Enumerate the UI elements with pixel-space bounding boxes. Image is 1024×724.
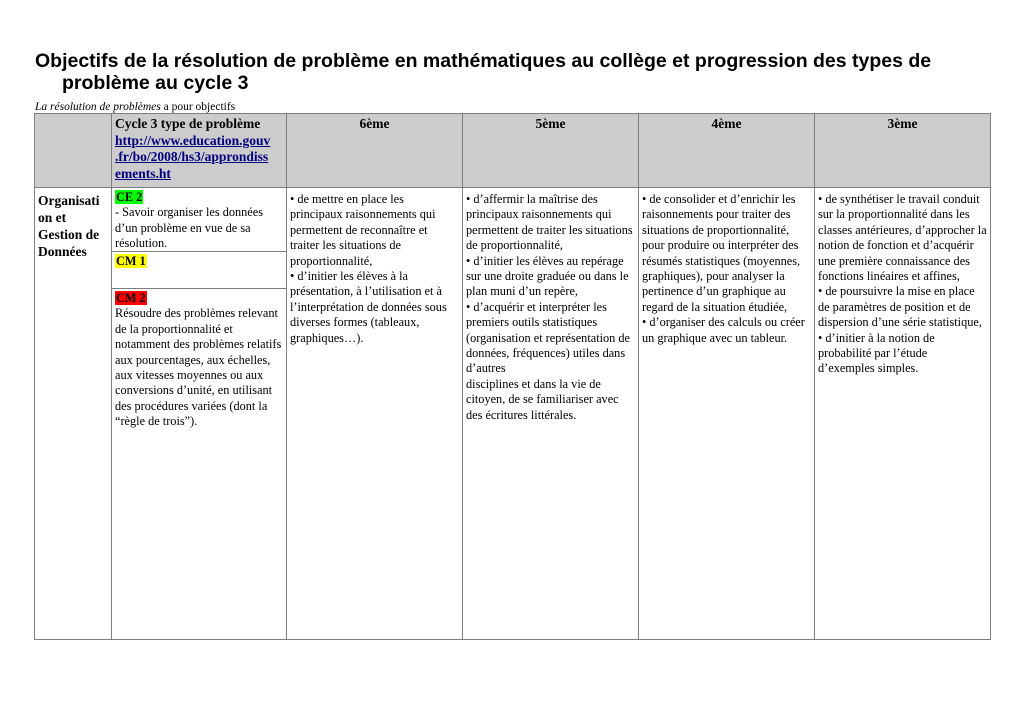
header-6eme: 6ème: [287, 114, 463, 188]
objective-item: • de poursuivre la mise en place de paramètres de position et de dispersion d’une série statistique,: [818, 284, 982, 330]
header-4eme: 4ème: [639, 114, 815, 188]
objective-item: • de synthétiser le travail conduit sur la proportionnalité dans les classes antérieures, d’approcher la notion de fonction et d’acquérir une première connaissance des fonctions linéaires et affines,: [818, 192, 987, 284]
ce2-text: - Savoir organiser les données d’un problème en vue de sa résolution.: [115, 205, 263, 251]
cell-5eme: [463, 188, 639, 640]
row-header-line: Données: [38, 244, 87, 259]
cell-6eme: [287, 188, 463, 640]
row-header-line: Organisati: [38, 193, 100, 208]
cm2-block: [112, 289, 286, 432]
bo-link[interactable]: [115, 133, 283, 183]
intro-text: [35, 100, 235, 114]
header-cycle3-label: Cycle 3 type de problème: [115, 116, 261, 131]
bo-link-line-3: ements.ht: [115, 165, 171, 181]
ce2-tag: CE 2: [116, 190, 143, 204]
objective-item: • d’organiser des calculs ou créer un graphique avec un tableur.: [642, 315, 805, 345]
ce2-block: [112, 188, 286, 252]
body-row: [35, 188, 991, 640]
row-header-line: Gestion de: [38, 227, 100, 242]
row-header-line: on et: [38, 210, 67, 225]
objective-item: disciplines et dans la vie de citoyen, de se familiariser avec des écritures littérales.: [466, 376, 619, 422]
cell-3eme: [815, 188, 991, 640]
bo-link-line-1: http://www.education.gouv: [115, 132, 271, 148]
intro-italic: La résolution de problèmes: [35, 101, 161, 113]
objective-item: • de mettre en place les principaux raisonnements qui permettent de reconnaître et traiter les situations de proportionnalité,: [290, 192, 436, 268]
cell-4eme: [639, 188, 815, 640]
objective-item: • d’initier les élèves au repérage sur une droite graduée ou dans le plan muni d’un repère,: [466, 253, 629, 299]
bo-link-line-2: .fr/bo/2008/hs3/approndiss: [115, 149, 269, 164]
objective-item: • d’initier les élèves à la présentation, à l’utilisation et à l’interprétation de données sous diverses formes (tableaux, graphiques…).: [290, 269, 447, 345]
title-line-2: problème au cycle 3: [62, 72, 249, 94]
cm1-tag: CM 1: [116, 254, 146, 268]
header-5eme: 5ème: [463, 114, 639, 188]
header-empty-cell: [35, 114, 112, 188]
title-line-1: Objectifs de la résolution de problème en mathématiques au collège et progression des types de: [35, 50, 932, 72]
intro-rest: a pour objectifs: [160, 101, 236, 113]
objective-item: • d’affermir la maîtrise des principaux raisonnements qui permettent de traiter les situations de proportionnalité,: [466, 192, 633, 253]
row-header-organisation: [35, 188, 112, 640]
progression-table: [34, 113, 991, 640]
header-3eme: 3ème: [815, 114, 991, 188]
header-row: [35, 114, 991, 188]
page-title: [35, 50, 995, 94]
objective-item: • de consolider et d’enrichir les raisonnements pour traiter des situations de proportionnalité, pour produire ou interpréter des résumés statistiques (moyennes, graphiques), pour analyser la pertinence d’un graphique au regard de la situation étudiée,: [642, 192, 801, 314]
header-cycle3: [112, 114, 287, 188]
cm1-block: [112, 252, 286, 289]
cm2-text: Résoudre des problèmes relevant de la proportionnalité et notamment des problèmes relatifs aux pourcentages, aux échelles, aux vitesses moyennes ou aux conversions d’unité, en utilisant des procédures variées (dont la “règle de trois”).: [115, 306, 282, 429]
cm2-tag: CM 2: [116, 291, 146, 305]
objective-item: • d’acquérir et interpréter les premiers outils statistiques (organisation et représentation de données, fréquences) utiles dans d’autres: [466, 299, 631, 376]
cycle3-cell: [112, 188, 287, 640]
objective-item: • d’initier à la notion de probabilité par l’étude d’exemples simples.: [818, 330, 935, 376]
